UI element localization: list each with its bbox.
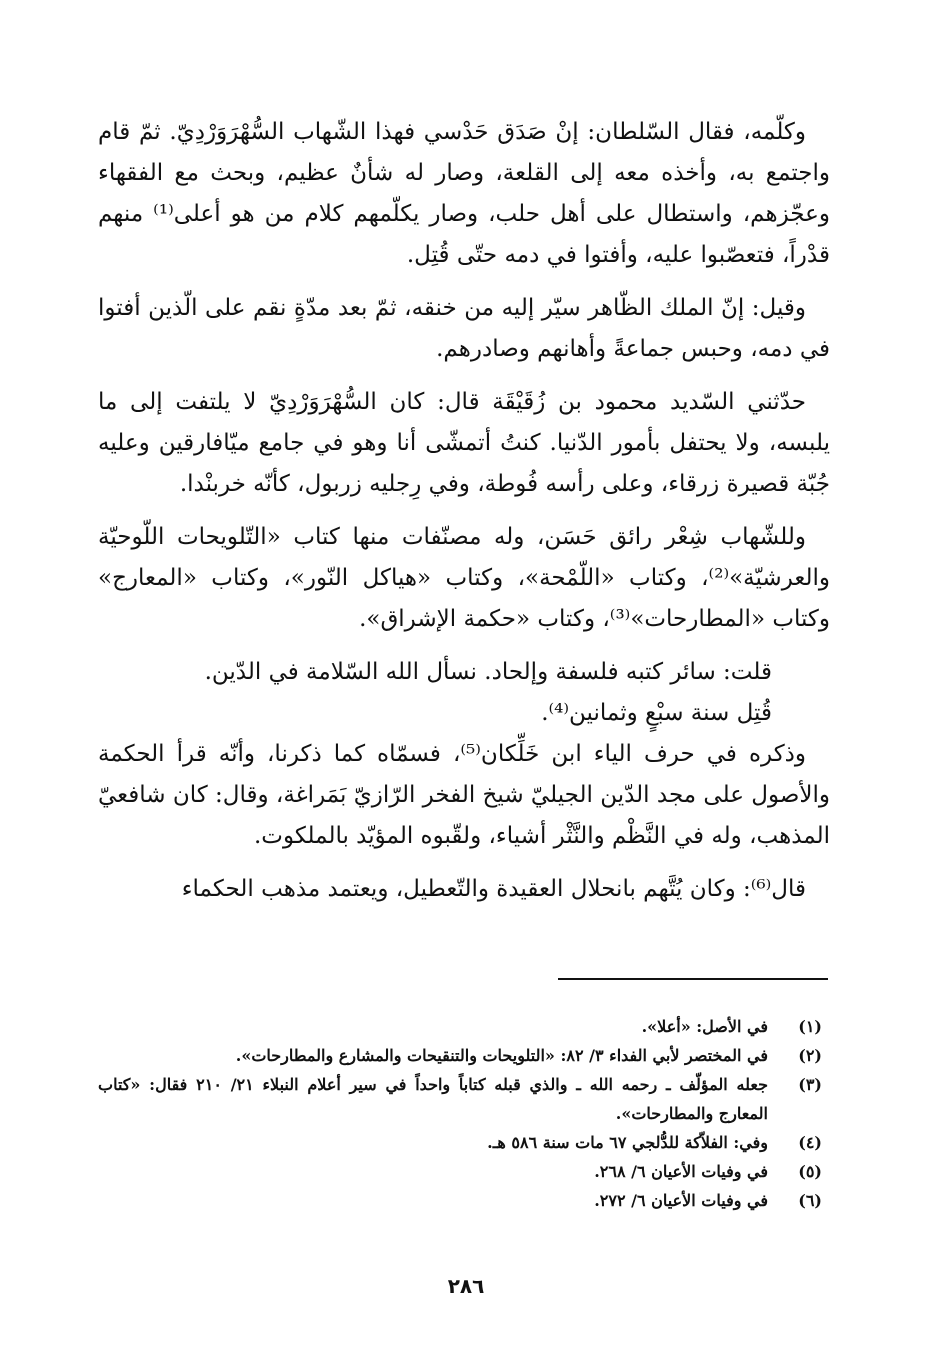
- footnote-3: [98, 1070, 830, 1128]
- footnote-6: [98, 1186, 830, 1215]
- footnote-number: (٦): [798, 1191, 822, 1210]
- footnote-separator: [558, 978, 828, 980]
- paragraph-zuqayqa: حدّثني السّديد محمود بن زُقَيْقَة قال: كان السُّهْرَوَرْدِيّ لا يلتفت إلى ما يلبسه، ولا يحتفل بأمور الدّنيا. كنتُ أتمشّى أنا وهو في جامع ميّافارقين وعليه جُبّة قصيرة زرقاء، وعلى رأسه فُوطة، وفي رِجليه زربول، كأنّه خربنْدا.: [98, 389, 830, 497]
- footnotes: [98, 1012, 830, 1215]
- footnote-text: وفي: الفلاّكة للدُّلجي ٦٧ مات سنة ٥٨٦ هـ.: [487, 1133, 768, 1152]
- footnote-number: (٤): [798, 1133, 822, 1152]
- footnote-2: [98, 1041, 830, 1070]
- footnote-4: [98, 1128, 830, 1157]
- main-text: [98, 112, 830, 910]
- paragraph-zahir: وقيل: إنّ الملك الظّاهر سيّر إليه من خنقه، ثمّ بعد مدّةٍ نقم على الّذين أفتوا في دمه، وحبس جماعةً وأهانهم وصادرهم.: [98, 295, 830, 362]
- footnote-text: في وفيات الأعيان ٦/ ٢٧٢.: [594, 1191, 768, 1210]
- paragraph-sultan: وكلّمه، فقال السّلطان: إنْ صَدَق حَدْسي فهذا الشّهاب السُّهْرَوَرْدِيّ. ثمّ قام واجتمع به، وأخذه معه إلى القلعة، وصار له شأنٌ عظيم، وبحث مع الفقهاء وعجّزهم، واستطال على أهل حلب، وصار يكلّمهم كلام من هو أعلى⁽¹⁾ منهم قدْراً، فتعصّبوا عليه، وأفتوا في دمه حتّى قُتِل.: [98, 119, 830, 268]
- footnote-text: جعله المؤلّف ـ رحمه الله ـ والذي قبله كتاباً واحداً في سير أعلام النبلاء ٢١/ ٢١٠ فقال: «كتاب المعارج والمطارحات».: [98, 1075, 769, 1123]
- footnote-1: [98, 1012, 830, 1041]
- paragraph-ibn-khallikan: وذكره في حرف الياء ابن خَلِّكان⁽⁵⁾، فسمّاه كما ذكرنا، وأنّه قرأ الحكمة والأصول على مجد الدّين الجيليّ شيخ الفخر الرّازيّ بَمَراغة، وقال: كان شافعيّ المذهب، وله في النَّظْم والنَّثْر أشياء، ولقّبوه المؤيّد بالملكوت.: [98, 741, 830, 849]
- page-number: ٢٨٦: [447, 1274, 485, 1298]
- paragraph-qala: قال⁽⁶⁾: وكان يُتَّهم بانحلال العقيدة والتّعطيل، ويعتمد مذهب الحكماء: [181, 876, 806, 902]
- footnote-number: (٥): [798, 1162, 822, 1181]
- paragraph-comment: قلت: سائر كتبه فلسفة وإلحاد. نسأل الله السّلامة في الدّين.: [204, 659, 772, 685]
- footnote-text: في الأصل: «أعلا».: [641, 1017, 768, 1036]
- footnote-5: [98, 1157, 830, 1186]
- footnote-number: (٢): [798, 1046, 822, 1065]
- footnote-number: (١): [798, 1017, 822, 1036]
- paragraph-death-year: قُتِل سنة سبْعٍ وثمانين⁽⁴⁾.: [541, 700, 772, 726]
- footnote-text: في المختصر لأبي الفداء ٣/ ٨٢: «التلويحات والتنقيحات والمشارع والمطارحات».: [235, 1046, 768, 1065]
- footnote-text: في وفيات الأعيان ٦/ ٢٦٨.: [594, 1162, 768, 1181]
- footnote-number: (٣): [798, 1075, 822, 1094]
- paragraph-works: وللشّهاب شِعْر رائق حَسَن، وله مصنّفات منها كتاب «التّلويحات اللّوحيّة والعرشيّة»⁽²⁾، وكتاب «اللّمْحة»، وكتاب «هياكل النّور»، وكتاب «المعارج» وكتاب «المطارحات»⁽³⁾، وكتاب «حكمة الإشراق».: [98, 524, 830, 632]
